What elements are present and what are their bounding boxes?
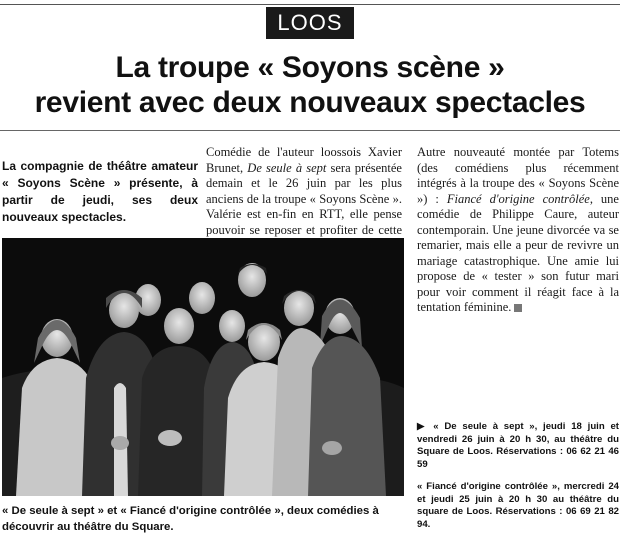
top-rule [0, 4, 620, 5]
article-paragraph-2 [417, 145, 619, 316]
headline-line-2: revient avec deux nouveaux spectacles [34, 86, 586, 119]
section-tag: LOOS [266, 7, 354, 39]
p2-text-a: Autre nouveauté montée par Totems (des comédiens plus récemment intégrés à la troupe des « Soyons Scène ») : [417, 145, 619, 206]
info-item-1: « De seule à sept », jeudi 18 juin et vendredi 26 juin à 20 h 30, au théâtre du Square de Loos. Réservations : 06 62 21 46 59 [417, 421, 619, 470]
article-column-3 [417, 145, 619, 316]
info-arrow-icon: ▶ [417, 421, 428, 432]
troupe-photo [2, 238, 404, 496]
headline-line-1: La troupe « Soyons scène » [115, 51, 505, 84]
headline-rule [0, 130, 620, 131]
troupe-photo-illustration [2, 238, 404, 496]
photo-caption: « De seule à sept » et « Fiancé d'origine contrôlée », deux comédies à découvrir au théâtre du Square. [2, 505, 379, 533]
p1-text-a: Comédie de l'auteur loossois Xavier Brunet, [206, 145, 402, 175]
headline [0, 50, 620, 120]
p2-text-b: , une comédie de Philippe Caure, auteur contemporain. Une jeune divorcée va se remarier, mais elle a peur de revivre un mariage catastrophique. Une amie lui propose de « tester » son futur mari pour voir comment il réagit face à la tentation féminine. [417, 191, 619, 314]
p1-text-b: sera présentée demain et le 26 juin par les plus anciens de la troupe « Soyons Scène ». Valérie est en-fin en RTT, elle pense pouvoir se reposer et profiter de cette [206, 160, 402, 237]
p2-show-title: Fiancé d'origine contrôlée [446, 191, 590, 206]
end-of-article-mark [514, 304, 522, 312]
p1-show-title: De seule à sept [247, 160, 327, 175]
info-box-2: « Fiancé d'origine contrôlée », mercredi 24 et jeudi 25 juin à 20 h 30 au théâtre du square de Loos. Réservations : 06 69 21 82 94. [417, 481, 619, 530]
lead-paragraph: La compagnie de théâtre amateur « Soyons Scène » présente, à partir de jeudi, ses deux nouveaux spectacles. [2, 159, 198, 224]
info-box-1 [417, 421, 619, 471]
